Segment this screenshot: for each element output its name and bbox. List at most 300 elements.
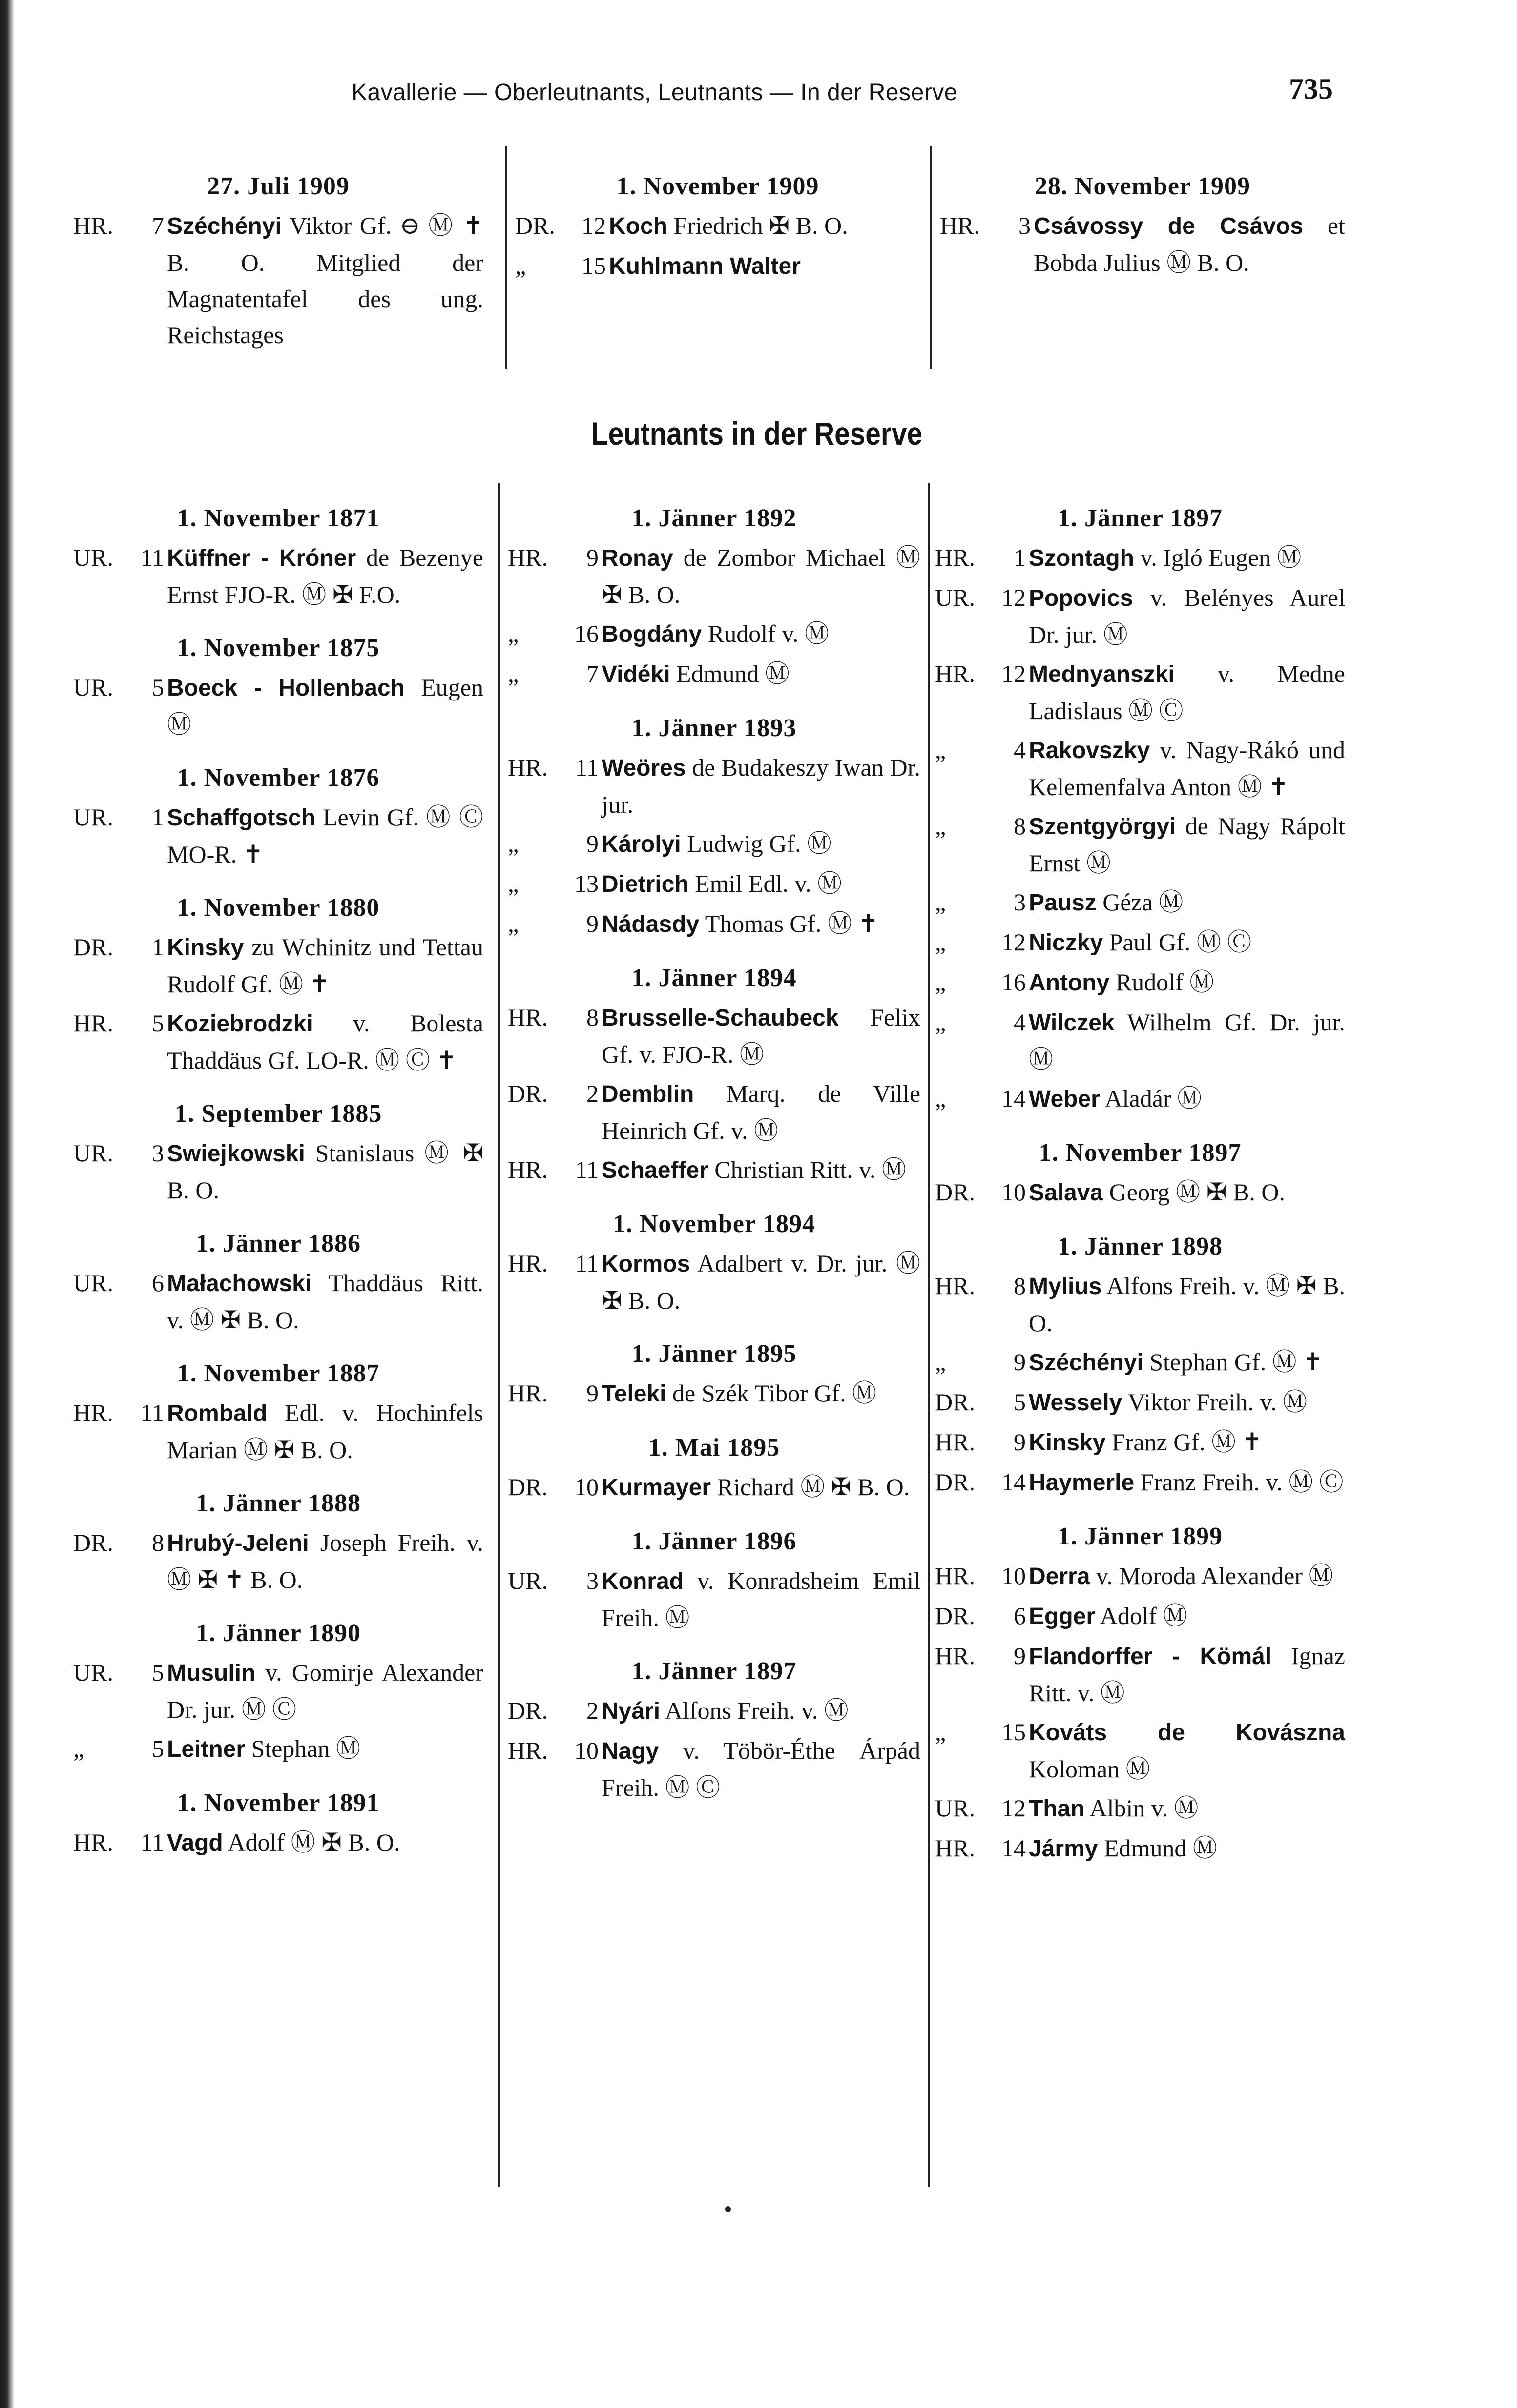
roster-entry <box>73 1135 483 1208</box>
officer-text <box>1029 1384 1345 1421</box>
roster-entry <box>73 929 483 1002</box>
officer-text <box>1029 1598 1345 1635</box>
roster-entry <box>73 1265 483 1338</box>
regiment-type: HR. <box>508 754 548 781</box>
roster-entry <box>73 1824 483 1861</box>
roster-entry <box>508 656 920 693</box>
details: Paul Gf. Ⓜ Ⓒ <box>1109 928 1252 956</box>
date-heading: 1. November 1871 <box>177 504 380 532</box>
surname: Koch <box>609 213 667 239</box>
officer-text <box>1029 1268 1345 1341</box>
date-heading: 1. November 1880 <box>177 894 380 922</box>
surname: Wessely <box>1029 1390 1122 1416</box>
date-heading: 1. Jänner 1898 <box>1057 1233 1223 1260</box>
regiment-number: 11 <box>140 1399 164 1426</box>
details: de Nagy Rápolt Ernst Ⓜ <box>1029 812 1345 877</box>
regiment-type: DR. <box>73 933 113 961</box>
oberleutnant-column-1 <box>73 168 483 353</box>
regiment-number: 9 <box>1014 1348 1026 1376</box>
regiment-number: 5 <box>152 1735 164 1762</box>
officer-text <box>602 749 920 823</box>
regiment-number: 15 <box>1001 1718 1026 1746</box>
details: Alfons Freih. v. Ⓜ ✠ B. O. <box>1029 1272 1345 1337</box>
roster-entry <box>935 1174 1345 1211</box>
details: Alfons Freih. v. Ⓜ <box>665 1697 849 1724</box>
surname: Nádasdy <box>602 911 700 937</box>
officer-text <box>602 1375 920 1412</box>
regiment-number: 3 <box>152 1139 164 1167</box>
regiment-number: 9 <box>1014 1642 1026 1669</box>
details: de Bezenye Ernst FJO-R. Ⓜ ✠ F.O. <box>167 544 484 608</box>
officer-text <box>1029 1638 1345 1711</box>
regiment-number: 5 <box>1014 1388 1026 1416</box>
roster-entry <box>508 539 920 613</box>
regiment-type: DR. <box>508 1473 548 1501</box>
regiment-number: 5 <box>152 1009 164 1037</box>
scan-edge-shadow <box>0 0 15 2408</box>
surname: Schaeffer <box>602 1157 708 1183</box>
roster-entry <box>73 1730 483 1768</box>
surname: Boeck - Hollenbach <box>167 675 405 701</box>
officer-text <box>167 1654 483 1728</box>
surname: Mednyanszki <box>1029 661 1175 687</box>
officer-text <box>1029 808 1345 881</box>
roster-entry <box>935 1638 1345 1711</box>
officer-text <box>1029 964 1345 1001</box>
surname: Széchényi <box>167 213 282 239</box>
details: Marq. de Ville Heinrich Gf. v. Ⓜ <box>602 1080 921 1144</box>
regiment-type: „ <box>935 968 946 996</box>
regiment-number: 11 <box>140 544 164 571</box>
surname: Vidéki <box>602 661 670 687</box>
regiment-number: 12 <box>1001 660 1026 687</box>
details: v. Töbör-Éthe Árpád Freih. Ⓜ Ⓒ <box>602 1737 920 1801</box>
officer-text <box>602 825 920 863</box>
regiment-number: 13 <box>574 870 599 897</box>
officer-text <box>602 656 920 693</box>
date-heading: 1. November 1891 <box>177 1789 380 1817</box>
officer-text <box>602 1692 920 1729</box>
surname: Széchényi <box>1029 1350 1143 1376</box>
officer-text <box>602 865 920 903</box>
officer-text <box>609 207 920 245</box>
roster-entry <box>73 669 483 742</box>
regiment-number: 9 <box>586 1379 599 1407</box>
officer-text <box>602 616 920 653</box>
regiment-number: 3 <box>1014 888 1026 916</box>
details: v. Bolesta Thaddäus Gf. LO-R. Ⓜ Ⓒ ✝ <box>167 1009 484 1074</box>
officer-text <box>167 669 483 742</box>
page-number: 735 <box>1289 73 1333 105</box>
regiment-type: DR. <box>935 1602 975 1629</box>
roster-entry <box>73 1005 483 1078</box>
roster-entry <box>935 1830 1345 1867</box>
regiment-number: 10 <box>574 1737 599 1764</box>
date-heading: 1. November 1876 <box>177 764 380 792</box>
surname: Jármy <box>1029 1836 1098 1862</box>
details: Edl. v. Hochinfels Marian Ⓜ ✠ B. O. <box>167 1399 484 1463</box>
surname: Than <box>1029 1796 1085 1822</box>
officer-text <box>602 539 920 613</box>
roster-entry <box>508 865 920 903</box>
roster-entry <box>73 1654 483 1728</box>
roster-entry <box>73 207 483 353</box>
details: Stanislaus Ⓜ ✠ B. O. <box>167 1139 484 1204</box>
officer-text <box>602 999 920 1072</box>
details: Albin v. Ⓜ <box>1089 1794 1199 1822</box>
regiment-number: 3 <box>1018 212 1031 239</box>
regiment-type: „ <box>515 252 526 279</box>
officer-text <box>1029 1714 1345 1787</box>
roster-entry <box>935 1714 1345 1787</box>
surname: Popovics <box>1029 585 1133 611</box>
surname: Teleki <box>602 1381 666 1407</box>
regiment-number: 11 <box>140 1829 164 1856</box>
details: v. Nagy-Rákó und Kelemenfalva Anton Ⓜ ✝ <box>1029 736 1345 801</box>
regiment-number: 12 <box>1001 1794 1026 1822</box>
surname: Kinsky <box>167 935 244 961</box>
regiment-number: 2 <box>586 1080 599 1107</box>
regiment-number: 14 <box>1001 1085 1026 1112</box>
regiment-type: „ <box>935 1085 946 1112</box>
surname: Kováts de Kovászna <box>1029 1720 1345 1746</box>
officer-text <box>1029 1464 1345 1501</box>
running-head: Kavallerie — Oberleutnants, Leutnants — In der Reserve <box>352 80 957 105</box>
officer-text <box>167 207 483 353</box>
officer-text <box>609 247 920 285</box>
surname: Szontagh <box>1029 545 1134 571</box>
officer-text <box>1029 1558 1345 1595</box>
details: Koloman Ⓜ <box>1029 1755 1150 1783</box>
surname: Flandorffer - Kömál <box>1029 1644 1272 1669</box>
surname: Niczky <box>1029 930 1103 956</box>
regiment-type: HR. <box>508 1004 548 1031</box>
date-heading: 28. November 1909 <box>1034 172 1251 200</box>
regiment-type: HR. <box>73 1009 113 1037</box>
regiment-number: 8 <box>586 1004 599 1031</box>
date-heading: 1. Mai 1895 <box>648 1434 780 1461</box>
regiment-type: HR. <box>935 1272 975 1299</box>
regiment-number: 15 <box>582 252 606 279</box>
date-heading: 1. November 1875 <box>177 634 380 662</box>
regiment-number: 4 <box>1014 1008 1026 1036</box>
regiment-number: 7 <box>586 660 599 687</box>
details: Adolf Ⓜ ✠ B. O. <box>228 1829 400 1856</box>
officer-text <box>167 1395 483 1468</box>
officer-text <box>167 1265 483 1338</box>
officer-text <box>1029 924 1345 961</box>
regiment-type: DR. <box>515 212 555 239</box>
surname: Antony <box>1029 970 1110 996</box>
regiment-number: 9 <box>586 544 599 571</box>
roster-entry <box>935 964 1345 1001</box>
surname: Egger <box>1029 1604 1096 1629</box>
roster-entry <box>935 1268 1345 1341</box>
officer-text <box>1029 732 1345 805</box>
officer-text <box>167 1135 483 1208</box>
regiment-type: UR. <box>73 544 113 571</box>
officer-text <box>1029 1344 1345 1381</box>
officer-text <box>167 539 483 613</box>
regiment-type: „ <box>935 1718 946 1746</box>
leutnant-column-1 <box>73 500 483 1861</box>
officer-text <box>602 1732 920 1806</box>
surname: Weöres <box>602 755 686 781</box>
regiment-type: UR. <box>73 674 113 701</box>
regiment-number: 9 <box>586 830 599 857</box>
details: Richard Ⓜ ✠ B. O. <box>717 1473 910 1501</box>
regiment-type: „ <box>508 660 519 687</box>
regiment-type: HR. <box>935 1562 975 1589</box>
details: Géza Ⓜ <box>1102 888 1184 916</box>
roster-entry <box>508 616 920 653</box>
regiment-number: 10 <box>574 1473 599 1501</box>
regiment-number: 16 <box>574 620 599 647</box>
details: v. Gomirje Alexander Dr. jur. Ⓜ Ⓒ <box>167 1659 483 1723</box>
surname: Rakovszky <box>1029 738 1150 763</box>
officer-text <box>167 1824 483 1861</box>
regiment-number: 14 <box>1001 1468 1026 1496</box>
roster-entry <box>508 825 920 863</box>
details: Viktor Gf. ⊖ Ⓜ ✝ B. O. Mitglied der Magnatentafel des ung. Reichstages <box>167 212 483 349</box>
regiment-type: UR. <box>73 1269 113 1297</box>
section-title: Leutnants in der Reserve <box>591 415 923 452</box>
oberleutnant-column-2 <box>515 168 920 285</box>
details: Franz Freih. v. Ⓜ Ⓒ <box>1140 1468 1344 1496</box>
regiment-type: UR. <box>73 1659 113 1686</box>
date-heading: 1. Jänner 1892 <box>631 504 797 532</box>
regiment-number: 4 <box>1014 736 1026 763</box>
regiment-number: 16 <box>1001 968 1026 996</box>
regiment-type: HR. <box>508 1379 548 1407</box>
details: de Zombor Michael Ⓜ ✠ B. O. <box>602 544 920 608</box>
regiment-number: 14 <box>1001 1834 1026 1862</box>
surname: Pausz <box>1029 890 1097 916</box>
regiment-type: „ <box>508 620 519 647</box>
regiment-type: DR. <box>935 1468 975 1496</box>
regiment-type: HR. <box>73 1829 113 1856</box>
surname: Ronay <box>602 545 673 571</box>
roster-entry <box>935 1384 1345 1421</box>
roster-entry <box>935 656 1345 729</box>
details: Georg Ⓜ ✠ B. O. <box>1109 1178 1286 1206</box>
roster-entry <box>935 1464 1345 1501</box>
details: v. Moroda Alexander Ⓜ <box>1096 1562 1333 1589</box>
roster-entry <box>508 1469 920 1506</box>
roster-entry <box>935 1598 1345 1635</box>
details: Edmund Ⓜ <box>1103 1834 1217 1862</box>
roster-entry <box>935 924 1345 961</box>
roster-entry <box>935 539 1345 576</box>
regiment-number: 6 <box>152 1269 164 1297</box>
surname: Koziebrodzki <box>167 1011 313 1037</box>
surname: Nagy <box>602 1738 659 1764</box>
regiment-type: HR. <box>508 1737 548 1764</box>
regiment-type: DR. <box>508 1080 548 1107</box>
date-heading: 1. Jänner 1890 <box>195 1619 361 1647</box>
oberleutnant-column-3 <box>940 168 1345 281</box>
surname: Musulin <box>167 1660 256 1686</box>
roster-entry <box>935 1790 1345 1827</box>
date-heading: 1. November 1897 <box>1039 1139 1242 1167</box>
surname: Derra <box>1029 1564 1090 1589</box>
regiment-number: 5 <box>152 674 164 701</box>
surname: Dietrich <box>602 871 689 897</box>
date-heading: 1. Jänner 1893 <box>631 714 797 742</box>
regiment-type: „ <box>935 812 946 840</box>
column-rule <box>928 483 930 2187</box>
details: Viktor Freih. v. Ⓜ <box>1127 1388 1308 1416</box>
date-heading: 1. Jänner 1897 <box>631 1657 797 1685</box>
officer-text <box>1029 1424 1345 1461</box>
officer-text <box>602 1245 920 1318</box>
roster-entry <box>508 1245 920 1318</box>
officer-text <box>602 1152 920 1189</box>
details: Thomas Gf. Ⓜ ✝ <box>705 910 879 937</box>
regiment-type: HR. <box>508 1250 548 1277</box>
regiment-type: HR. <box>508 544 548 571</box>
regiment-type: „ <box>73 1735 84 1762</box>
officer-text <box>1029 656 1345 729</box>
regiment-type: UR. <box>935 584 975 611</box>
date-heading: 1. Jänner 1888 <box>195 1489 361 1517</box>
officer-text <box>1029 579 1345 653</box>
regiment-number: 11 <box>575 1250 599 1277</box>
regiment-type: „ <box>935 928 946 956</box>
regiment-number: 12 <box>582 212 606 239</box>
roster-entry <box>508 906 920 943</box>
roster-entry <box>73 1395 483 1468</box>
regiment-type: „ <box>935 736 946 763</box>
details: Felix Gf. v. FJO-R. Ⓜ <box>602 1004 920 1068</box>
regiment-type: „ <box>508 870 519 897</box>
roster-entry <box>935 579 1345 653</box>
regiment-type: „ <box>935 888 946 916</box>
regiment-type: HR. <box>940 212 980 239</box>
roster-entry <box>508 1152 920 1189</box>
surname: Wilczek <box>1029 1010 1115 1036</box>
regiment-number: 9 <box>1014 1428 1026 1456</box>
details: Rudolf v. Ⓜ <box>707 620 829 647</box>
date-heading: 1. November 1887 <box>177 1359 380 1387</box>
details: Adalbert v. Dr. jur. Ⓜ ✠ B. O. <box>602 1250 920 1314</box>
surname: Swiejkowski <box>167 1141 305 1167</box>
details: Thaddäus Ritt. v. Ⓜ ✠ B. O. <box>167 1269 483 1334</box>
regiment-number: 1 <box>1014 544 1026 571</box>
regiment-type: DR. <box>935 1178 975 1206</box>
regiment-number: 7 <box>152 212 164 239</box>
regiment-number: 12 <box>1001 584 1026 611</box>
officer-text <box>1029 1790 1345 1827</box>
roster-entry <box>73 1524 483 1598</box>
column-rule <box>498 483 500 2187</box>
regiment-type: UR. <box>73 803 113 831</box>
regiment-number: 8 <box>152 1529 164 1556</box>
officer-text <box>1034 207 1345 281</box>
surname: Hrubý-Jeleni <box>167 1530 309 1556</box>
roster-entry <box>508 1732 920 1806</box>
surname: Małachowski <box>167 1271 312 1297</box>
surname: Kinsky <box>1029 1430 1106 1456</box>
details: v. Medne Ladislaus Ⓜ Ⓒ <box>1029 660 1345 724</box>
details: Stephan Gf. Ⓜ ✝ <box>1149 1348 1324 1376</box>
surname: Csávossy de Csávos <box>1034 213 1304 239</box>
surname: Kuhlmann Walter <box>609 253 801 279</box>
roster-entry <box>508 1563 920 1636</box>
regiment-number: 1 <box>152 933 164 961</box>
details: Adolf Ⓜ <box>1100 1602 1187 1629</box>
date-heading: 1. Jänner 1899 <box>1057 1523 1223 1550</box>
roster-entry <box>73 539 483 613</box>
regiment-number: 2 <box>586 1697 599 1724</box>
roster-entry <box>935 732 1345 805</box>
regiment-type: HR. <box>935 1834 975 1862</box>
officer-text <box>602 1469 920 1506</box>
date-heading: 1. Jänner 1886 <box>195 1230 361 1257</box>
details: Christian Ritt. v. Ⓜ <box>714 1156 906 1183</box>
surname: Vagd <box>167 1830 223 1856</box>
regiment-type: HR. <box>508 1156 548 1183</box>
regiment-number: 9 <box>586 910 599 937</box>
details: Friedrich ✠ B. O. <box>673 212 848 239</box>
officer-text <box>1029 1830 1345 1867</box>
surname: Nyári <box>602 1698 661 1724</box>
date-heading: 1. November 1894 <box>612 1210 816 1238</box>
surname: Demblin <box>602 1081 694 1107</box>
details: v. Igló Eugen Ⓜ <box>1140 544 1302 571</box>
regiment-number: 6 <box>1014 1602 1026 1629</box>
column-rule <box>930 146 932 369</box>
regiment-type: DR. <box>935 1388 975 1416</box>
details: Ludwig Gf. Ⓜ <box>687 830 832 857</box>
surname: Kurmayer <box>602 1475 711 1501</box>
details: de Budakeszy Iwan Dr. jur. <box>602 754 920 818</box>
details: Edmund Ⓜ <box>676 660 790 687</box>
officer-text <box>602 1075 920 1149</box>
roster-entry <box>508 749 920 823</box>
officer-text <box>1029 884 1345 921</box>
regiment-number: 12 <box>1001 928 1026 956</box>
details: Aladár Ⓜ <box>1104 1085 1202 1112</box>
regiment-number: 3 <box>586 1567 599 1594</box>
roster-entry <box>935 1424 1345 1461</box>
regiment-type: DR. <box>508 1697 548 1724</box>
regiment-type: „ <box>508 830 519 857</box>
surname: Salava <box>1029 1180 1103 1206</box>
regiment-type: „ <box>508 910 519 937</box>
regiment-type: HR. <box>935 1428 975 1456</box>
details: de Szék Tibor Gf. Ⓜ <box>672 1379 877 1407</box>
roster-entry <box>935 1004 1345 1077</box>
regiment-number: 8 <box>1014 812 1026 840</box>
leutnant-column-2 <box>508 500 920 1806</box>
regiment-type: HR. <box>73 212 113 239</box>
officer-text <box>167 1524 483 1598</box>
details: Franz Gf. Ⓜ ✝ <box>1111 1428 1263 1456</box>
regiment-number: 10 <box>1001 1178 1026 1206</box>
roster-entry <box>935 884 1345 921</box>
regiment-type: HR. <box>935 1642 975 1669</box>
details: Joseph Freih. v. Ⓜ ✠ ✝ B. O. <box>167 1529 484 1593</box>
details: Emil Edl. v. Ⓜ <box>695 870 842 897</box>
surname: Küffner - Króner <box>167 545 356 571</box>
details: Eugen Ⓜ <box>167 674 483 738</box>
roster-entry <box>935 808 1345 881</box>
surname: Kormos <box>602 1251 690 1277</box>
regiment-number: 11 <box>575 754 599 781</box>
regiment-number: 10 <box>1001 1562 1026 1589</box>
surname: Konrad <box>602 1568 684 1594</box>
